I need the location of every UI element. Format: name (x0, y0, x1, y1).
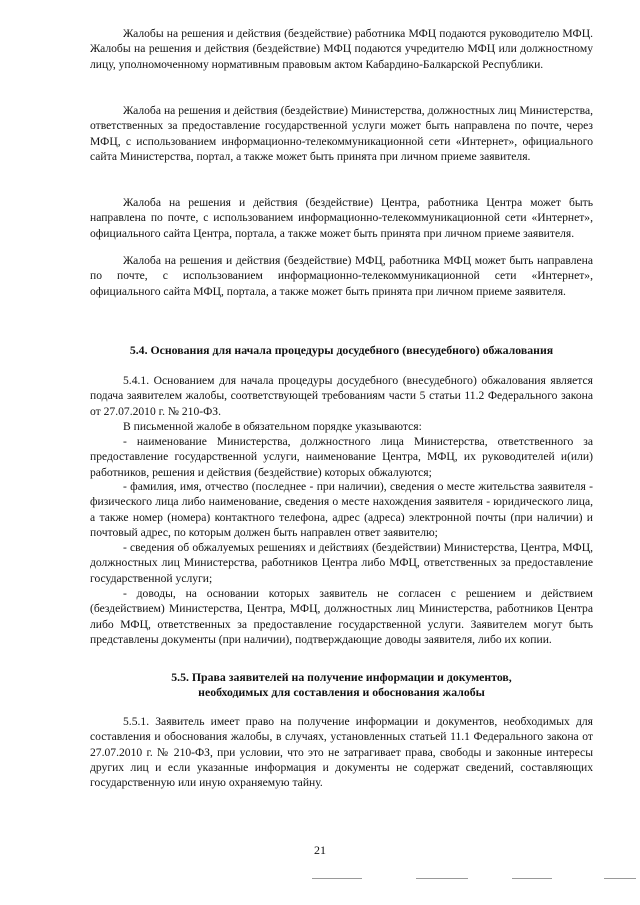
section-5-5-heading-line1: 5.5. Права заявителей на получение информации и документов, (171, 670, 512, 684)
scan-artifact-line (512, 878, 552, 879)
scan-artifact-line (312, 878, 362, 879)
list-item-appealed-decisions: - сведения об обжалуемых решениях и действиях (бездействии) Министерства, Центра, МФЦ, должностных лиц Министерства, работников Центра либо МФЦ, ответственных за предоставление государственной услуги; (90, 541, 593, 585)
page-number: 21 (314, 843, 326, 857)
list-item-names: - наименование Министерства, должностного лица Министерства, ответственного за предоставление государственной услуги, наименование Центра, МФЦ, их руководителей и(или) работников, решения и действия (бездействие) которых обжалуются; (90, 435, 593, 479)
paragraph-mfc-complaints: Жалобы на решения и действия (бездействие) работника МФЦ подаются руководителю МФЦ. Жалобы на решения и действия (бездействие) МФЦ подаются учредителю МФЦ или должностному лицу, уполномоченному нормативным правовым актом Кабардино-Балкарской Республики. (90, 27, 593, 71)
paragraph-ministry-complaints: Жалоба на решения и действия (бездействие) Министерства, должностных лиц Министерства, ответственных за предоставление государственной услуги может быть направлена по почте, через МФЦ, с использованием информационно-телекоммуникационной сети «Интернет», официального сайта Министерства, портал, а также может быть принята при личном приеме заявителя. (90, 104, 593, 163)
scan-artifact-line (416, 878, 468, 879)
paragraph-5-4-1: 5.4.1. Основанием для начала процедуры досудебного (внесудебного) обжалования является подача заявителем жалобы, соответствующей требованиям части 5 статьи 11.2 Федерального закона от 27.07.2010 г. № 210-ФЗ. (90, 374, 593, 418)
paragraph-required-fields-intro: В письменной жалобе в обязательном порядке указываются: (123, 420, 422, 433)
paragraph-mfc-worker-complaints: Жалоба на решения и действия (бездействие) МФЦ, работника МФЦ может быть направлена по почте, с использованием информационно-телекоммуникационной сети «Интернет», официального сайта МФЦ, портала, а также может быть принята при личном приеме заявителя. (90, 254, 593, 298)
paragraph-5-5-1: 5.5.1. Заявитель имеет право на получение информации и документов, необходимых для составления и обоснования жалобы, в случаях, установленных статьей 11.1 Федерального закона от 27.07.2010 г. № 210-ФЗ, при условии, что это не затрагивает права, свободы и законные интересы других лиц и если указанные информация и документы не содержат сведений, составляющих государственную или иную охраняемую тайну. (90, 715, 593, 790)
paragraph-center-complaints: Жалоба на решения и действия (бездействие) Центра, работника Центра может быть направлена по почте, с использованием информационно-телекоммуникационной сети «Интернет», официального сайта Центра, портала, а также может быть принята при личном приеме заявителя. (90, 196, 593, 240)
scan-artifact-line (604, 878, 636, 879)
list-item-arguments: - доводы, на основании которых заявитель не согласен с решением и действием (бездействием) Министерства, Центра, МФЦ, должностных лиц Министерства, работников Центра либо МФЦ, ответственных за предоставление государственной услуги. Заявителем могут быть представлены документы (при наличии), подтверждающие доводы заявителя, либо их копии. (90, 587, 593, 646)
section-5-5-heading-line2: необходимых для составления и обоснования жалобы (198, 685, 485, 699)
section-5-4-heading: 5.4. Основания для начала процедуры досудебного (внесудебного) обжалования (129, 343, 554, 357)
list-item-applicant-details: - фамилия, имя, отчество (последнее - при наличии), сведения о месте жительства заявителя - физического лица либо наименование, сведения о месте нахождения заявителя - юридического лица, а также номер (номера) контактного телефона, адрес (адреса) электронной почты (при наличии) и почтовый адрес, по которым должен быть направлен ответ заявителю; (90, 480, 593, 539)
